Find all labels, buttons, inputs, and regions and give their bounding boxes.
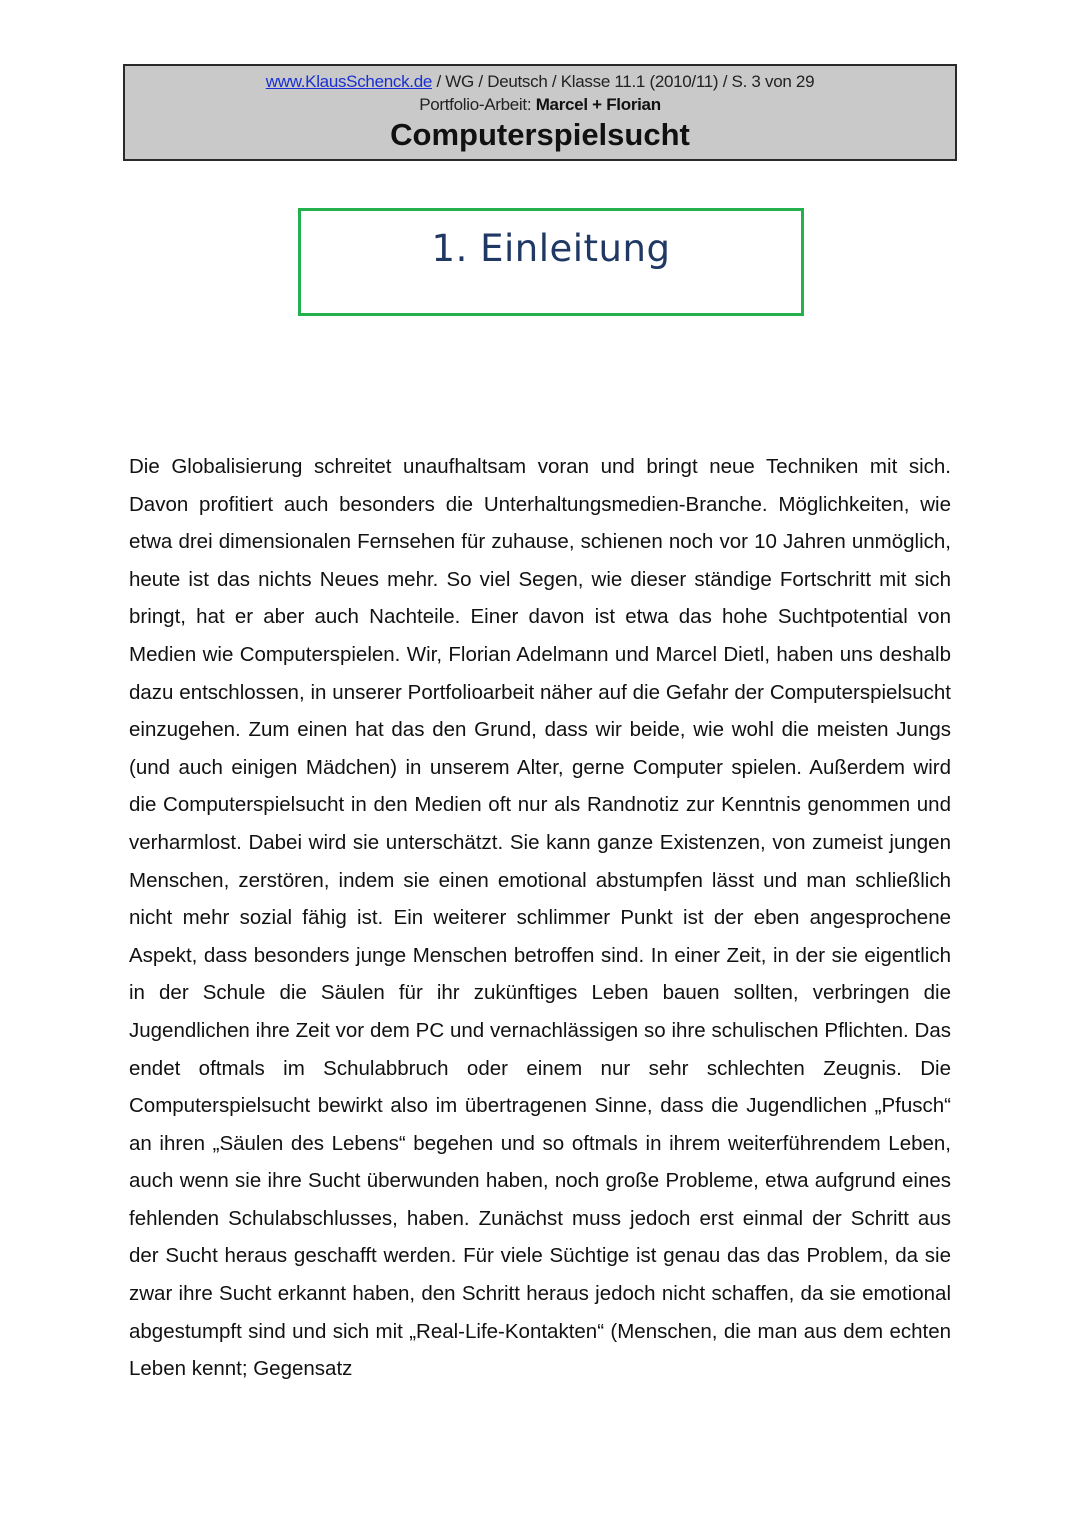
body-paragraph: Die Globalisierung schreitet unaufhaltsam voran und bringt neue Techniken mit sich. Davon profitiert auch besonders die Unterhaltungsmedien-Branche. Möglichkeiten, wie etwa drei dimensionalen Fernsehen für zuhause, schienen noch vor 10 Jahren unmöglich, heute ist das nichts Neues mehr. So viel Segen, wie dieser ständige Fortschritt mit sich bringt, hat er aber auch Nachteile. Einer davon ist etwa das hohe Suchtpotential von Medien wie Computerspielen. Wir, Florian Adelmann und Marcel Dietl, haben uns deshalb dazu entschlossen, in unserer Portfolioarbeit näher auf die Gefahr der Computerspielsucht einzugehen. Zum einen hat das den Grund, dass wir beide, wie wohl die meisten Jungs (und auch einigen Mädchen) in unserem Alter, gerne Computer spielen. Außerdem wird die Computerspielsucht in den Medien oft nur als Randnotiz zur Kenntnis genommen und verharmlost. Dabei wird sie unterschätzt. Sie kann ganze Existenzen, von zumeist jungen Menschen, zerstören, indem sie einen emotional abstumpfen lässt und man schließlich nicht mehr sozial fähig ist. Ein weiterer schlimmer Punkt ist der eben angesprochene Aspekt, dass besonders junge Menschen betroffen sind. In einer Zeit, in der sie eigentlich in der Schule die Säulen für ihr zukünftiges Leben bauen sollten, verbringen die Jugendlichen ihre Zeit vor dem PC und vernachlässigen so ihre schulischen Pflichten. Das endet oftmals im Schulabbruch oder einem nur sehr schlechten Zeugnis. Die Computerspielsucht bewirkt also im übertragenen Sinne, dass die Jugendlichen „Pfusch“ an ihren „Säulen des Lebens“ begehen und so oftmals in ihrem weiterführendem Leben, auch wenn sie ihre Sucht überwunden haben, noch große Probleme, etwa aufgrund eines fehlenden Schulabschlusses, haben. Zunächst muss jedoch erst einmal der Schritt aus der Sucht heraus geschafft werden. Für viele Süchtige ist genau das das Problem, da sie zwar ihre Sucht erkannt haben, den Schritt heraus jedoch nicht schaffen, da sie emotional abgestumpft sind und sich mit „Real-Life-Kontakten“ (Menschen, die man aus dem echten Leben kennt; Gegensatz [129, 455, 951, 1381]
portfolio-label: Portfolio-Arbeit: [419, 95, 536, 114]
authors-names: Marcel + Florian [535, 95, 661, 114]
document-header [123, 64, 957, 161]
header-meta-text: / WG / Deutsch / Klasse 11.1 (2010/11) / S. 3 von 29 [432, 72, 815, 91]
website-link[interactable]: www.KlausSchenck.de [265, 72, 433, 91]
chapter-title: 1. Einleitung [431, 227, 671, 270]
header-portfolio-line [125, 93, 955, 117]
document-title: Computerspielsucht [390, 117, 690, 152]
chapter-heading-box [298, 208, 804, 316]
header-source-line [125, 71, 955, 93]
